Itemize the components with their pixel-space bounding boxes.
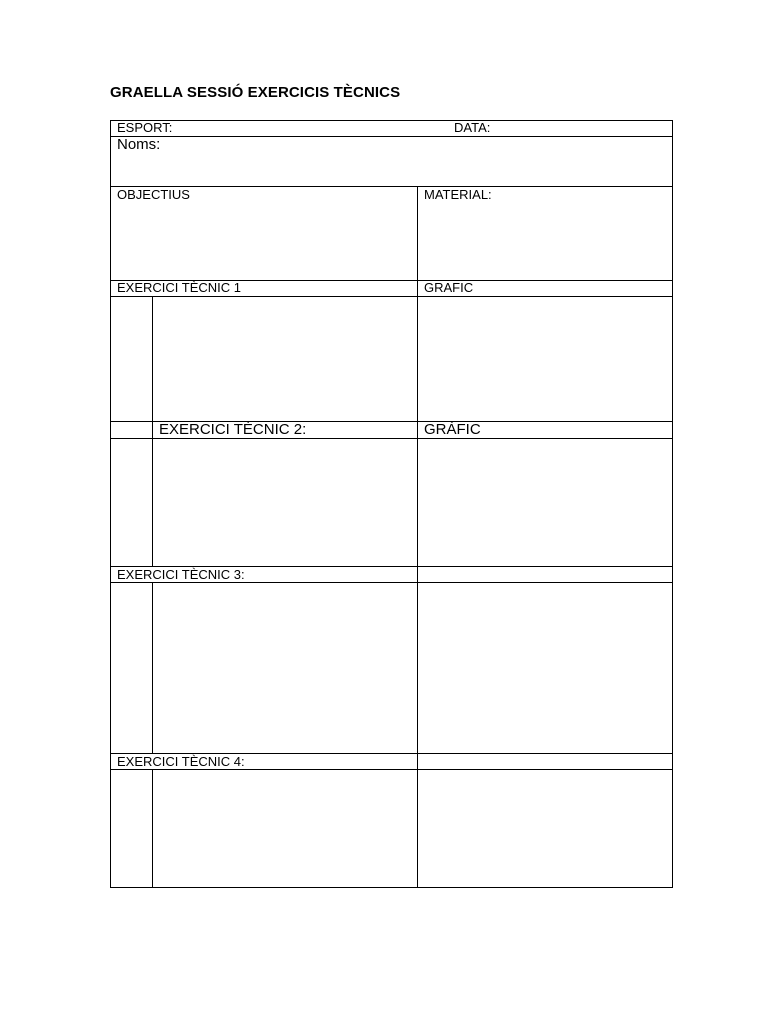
page-title: GRAELLA SESSIÓ EXERCICIS TÈCNICS: [110, 84, 401, 101]
narrow-column-divider: [152, 582, 153, 753]
table-border-right: [672, 120, 673, 888]
row-divider: [110, 769, 673, 770]
row-divider: [110, 296, 673, 297]
row-divider: [110, 582, 673, 583]
column-divider: [417, 186, 418, 888]
exercise-3-label: EXERCICI TÈCNIC 3:: [117, 567, 245, 582]
narrow-column-divider: [152, 421, 153, 566]
row-divider: [110, 438, 673, 439]
exercise-1-label: EXERCICI TÈCNIC 1: [117, 280, 242, 295]
data-label: DATA:: [454, 120, 491, 135]
session-grid-table: [110, 120, 673, 888]
esport-label: ESPORT:: [117, 120, 173, 135]
noms-label: Noms:: [117, 136, 161, 153]
narrow-column-divider: [152, 296, 153, 421]
exercise-1-graphic-label: GRAFIC: [424, 280, 474, 295]
material-label: MATERIAL:: [424, 187, 492, 202]
narrow-column-divider: [152, 769, 153, 888]
objectius-label: OBJECTIUS: [117, 187, 190, 202]
exercise-2-label: EXERCICI TÈCNIC 2:: [159, 421, 307, 438]
table-border-left: [110, 120, 111, 888]
exercise-4-label: EXERCICI TÈCNIC 4:: [117, 754, 245, 769]
table-border-bottom: [110, 887, 673, 888]
row-divider: [110, 186, 673, 187]
table-border-top: [110, 120, 673, 121]
row-divider: [110, 136, 673, 137]
exercise-2-graphic-label: GRÀFIC: [424, 421, 481, 438]
